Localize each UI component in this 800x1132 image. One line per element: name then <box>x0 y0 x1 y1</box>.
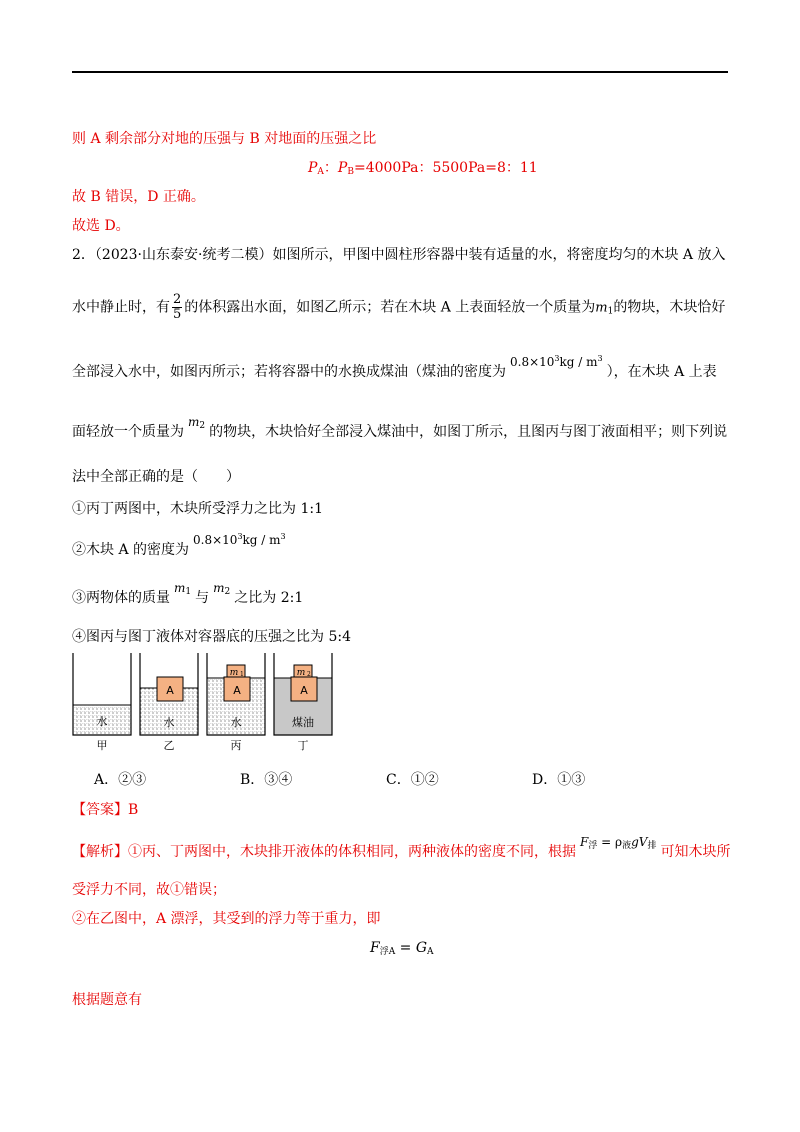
option-c: C．①② <box>386 772 439 788</box>
prev-conclusion: 故 B 错误，D 正确。 <box>72 189 205 205</box>
statement-3: ③两物体的质量$m_1$ 与$m_2$ 之比为 2:1 <box>72 581 304 606</box>
question-line-2: 水中静止时，有 $\frac{2}{5}$ 的体积露出水面，如图乙所示；若在木块 A 上表面轻放一个质量为$m_1$的物块，木块恰好 <box>72 292 726 322</box>
container-yi <box>140 653 198 752</box>
figure-label-jia: 甲 <box>96 739 108 752</box>
prev-pressure-ratio: $P_A$：$P_B=4000Pa$：5500Pa=8：11 <box>308 160 538 177</box>
answer-line <box>72 800 138 820</box>
analysis-line-2: 受浮力不同，故①错误； <box>72 882 226 898</box>
option-b: B．③④ <box>240 772 293 788</box>
question-line-1: 2．（2023·山东泰安·统考二模）如图所示，甲图中圆柱形容器中装有适量的水，将密度均匀的木块 A 放入 <box>72 247 726 263</box>
analysis-line-1: 【解析】①丙、丁两图中，木块排开液体的体积相同，两种液体的密度不同，根据$F_浮 = \rho_液gV_排$ 可知木块所 <box>72 842 730 866</box>
container-ding <box>274 653 332 752</box>
containers-figure <box>72 648 342 752</box>
svg-text:A: A <box>300 684 308 697</box>
answer-value: B <box>128 802 139 818</box>
header-rule <box>72 71 728 73</box>
container-bing <box>207 653 265 752</box>
liquid-label-kerosene: 煤油 <box>292 716 314 729</box>
prev-choice: 故选 D。 <box>72 218 130 234</box>
statement-1: ①丙丁两图中，木块所受浮力之比为 1:1 <box>72 501 323 517</box>
svg-text:2: 2 <box>307 671 311 678</box>
svg-text:1: 1 <box>240 671 244 678</box>
svg-text:m: m <box>296 668 306 678</box>
block-density: $0.8\times 10^3kg / m^3$ <box>193 532 286 547</box>
question-line-3: 全部浸入水中，如图丙所示；若将容器中的水换成煤油（煤油的密度为$0.8\times 10^3kg / m^3$），在木块 A 上表 <box>72 359 717 382</box>
statement-4: ④图丙与图丁液体对容器底的压强之比为 5:4 <box>72 629 351 645</box>
svg-text:水: 水 <box>230 716 242 729</box>
svg-text:A: A <box>233 684 241 697</box>
kerosene-density: $0.8\times 10^3kg / m^3$ <box>510 354 603 369</box>
statement-2: ②木块 A 的密度为$0.8\times 10^3kg / m^3$ <box>72 537 290 560</box>
fraction-two-fifths: $\frac{2}{5}$ <box>173 292 182 322</box>
answer-label: 【答案】 <box>72 802 128 818</box>
question-line-5: 法中全部正确的是（ ） <box>72 469 240 485</box>
question-source: （2023·山东泰安·统考二模） <box>94 247 273 263</box>
buoyancy-formula: $F_浮 = \rho_液gV_排$ <box>580 835 657 851</box>
svg-text:A: A <box>166 684 174 697</box>
analysis-line-3: ②在乙图中，A 漂浮，其受到的浮力等于重力，即 <box>72 911 381 927</box>
figure-label-yi: 乙 <box>163 739 175 752</box>
question-number: 2． <box>72 247 95 263</box>
svg-text:m: m <box>229 668 239 678</box>
prev-ratio-intro: 则 A 剩余部分对地的压强与 B 对地面的压强之比 <box>72 131 377 147</box>
float-equation: $F_{浮A} = G_A$ <box>370 940 434 957</box>
option-a: A．②③ <box>94 772 147 788</box>
figure-label-bing: 丙 <box>230 739 242 752</box>
container-jia <box>73 653 131 752</box>
mass-m2: $m_2$ <box>188 415 206 431</box>
option-d: D．①③ <box>532 772 586 788</box>
svg-text:水: 水 <box>163 716 175 729</box>
question-line-4: 面轻放一个质量为$m_2$ 的物块，木块恰好全部浸入煤油中，如图丁所示，且图丙与图丁液面相平；则下列说 <box>72 422 727 446</box>
figure-label-ding: 丁 <box>297 739 309 752</box>
analysis-label: 【解析】 <box>72 844 128 860</box>
liquid-label-water-jia: 水 <box>96 715 108 728</box>
analysis-line-4: 根据题意有 <box>72 992 142 1008</box>
